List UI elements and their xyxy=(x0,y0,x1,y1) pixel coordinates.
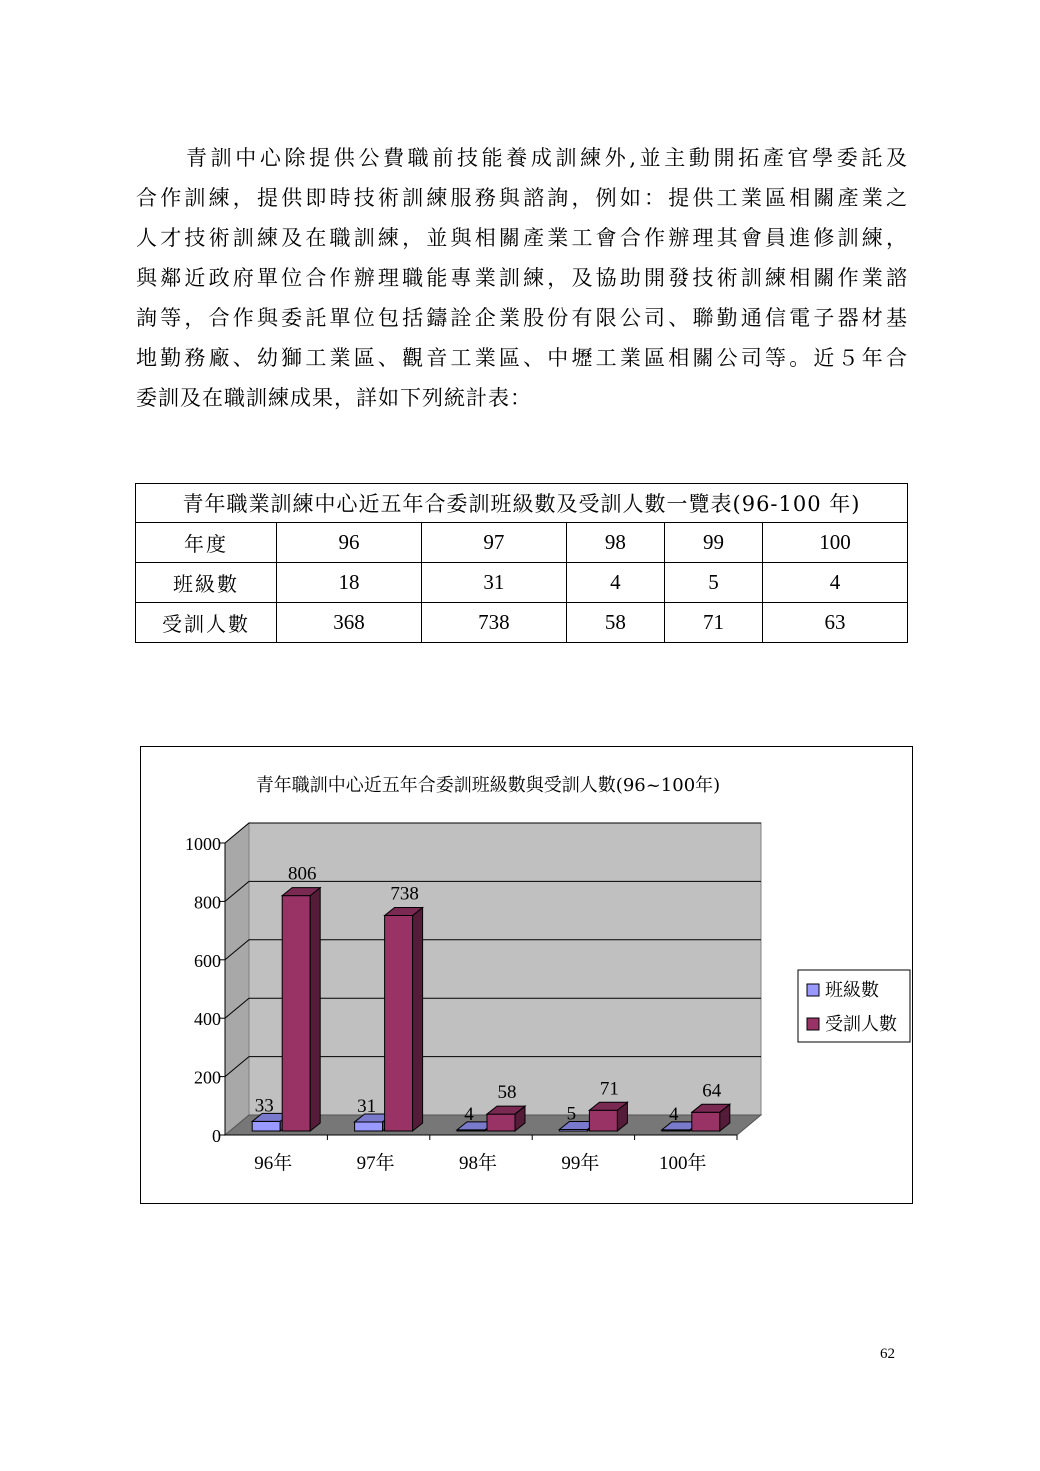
table-cell: 98 xyxy=(566,523,664,563)
legend-swatch xyxy=(807,1018,819,1030)
chart-container xyxy=(140,746,913,1204)
data-label: 4 xyxy=(464,1103,474,1125)
table-caption: 青年職業訓練中心近五年合委訓班級數及受訓人數一覽表(96-100 年) xyxy=(136,484,908,523)
table-cell: 71 xyxy=(664,603,762,643)
table-cell: 96 xyxy=(277,523,422,563)
legend-label: 班級數 xyxy=(825,980,879,1001)
table-cell: 100 xyxy=(763,523,908,563)
paragraph-line: 與鄰近政府單位合作辦理職能專業訓練，及協助開發技術訓練相關作業諮 xyxy=(136,266,908,290)
table-cell: 4 xyxy=(763,563,908,603)
bar-front xyxy=(385,916,413,1131)
table-row-classes xyxy=(136,563,908,603)
table-cell: 18 xyxy=(277,563,422,603)
y-tick-label: 600 xyxy=(194,950,221,971)
table-cell: 99 xyxy=(664,523,762,563)
table-cell: 97 xyxy=(421,523,566,563)
statistics-table xyxy=(135,483,908,643)
table-cell: 368 xyxy=(277,603,422,643)
paragraph-line: 合作訓練，提供即時技術訓練服務與諮詢，例如：提供工業區相關產業之 xyxy=(136,186,908,210)
paragraph-line: 人才技術訓練及在職訓練，並與相關產業工會合作辦理其會員進修訓練， xyxy=(136,226,908,250)
table-row-trainees xyxy=(136,603,908,643)
body-paragraph xyxy=(136,138,908,418)
bar-front xyxy=(355,1122,383,1131)
paragraph-line: 委訓及在職訓練成果，詳如下列統計表： xyxy=(136,386,532,410)
table-cell: 4 xyxy=(566,563,664,603)
x-tick-label: 99年 xyxy=(561,1153,600,1174)
x-tick-label: 97年 xyxy=(356,1153,395,1174)
legend-swatch xyxy=(807,984,819,996)
row-label-trainees: 受訓人數 xyxy=(136,603,277,643)
bar-front xyxy=(282,896,310,1131)
bar-side xyxy=(310,888,320,1131)
bar-front xyxy=(692,1112,720,1131)
table-cell: 31 xyxy=(421,563,566,603)
bar-front xyxy=(487,1114,515,1131)
y-tick-label: 0 xyxy=(212,1126,221,1146)
bar-side xyxy=(413,908,423,1131)
table-caption-row xyxy=(136,484,908,523)
y-tick-label: 200 xyxy=(194,1067,221,1088)
page-number: 62 xyxy=(880,1346,895,1362)
paragraph-line: 地勤務廠、幼獅工業區、觀音工業區、中壢工業區相關公司等。近５年合 xyxy=(136,346,908,370)
data-label: 31 xyxy=(357,1095,377,1117)
x-tick-label: 98年 xyxy=(458,1153,498,1174)
data-label: 33 xyxy=(254,1095,274,1117)
table-cell: 58 xyxy=(566,603,664,643)
bar-front xyxy=(252,1121,280,1131)
table-cell: 5 xyxy=(664,563,762,603)
y-tick-label: 800 xyxy=(194,892,221,913)
x-tick-label: 100年 xyxy=(659,1153,707,1174)
row-label-classes: 班級數 xyxy=(136,563,277,603)
row-label-year: 年度 xyxy=(136,523,277,563)
side-wall xyxy=(225,823,249,1135)
data-label: 4 xyxy=(669,1103,679,1125)
bar-front xyxy=(589,1110,617,1131)
data-label: 58 xyxy=(497,1082,517,1104)
y-tick-label: 400 xyxy=(194,1009,221,1030)
data-label: 5 xyxy=(566,1103,577,1125)
data-label: 738 xyxy=(390,883,419,905)
x-tick-label: 96年 xyxy=(254,1153,293,1174)
bar-chart xyxy=(141,747,912,1203)
y-tick-label: 1000 xyxy=(185,834,221,854)
data-label: 71 xyxy=(599,1078,619,1100)
chart-title: 青年職訓中心近五年合委訓班級數與受訓人數(96~100年) xyxy=(255,775,721,796)
legend-label: 受訓人數 xyxy=(825,1014,897,1035)
back-wall xyxy=(249,823,761,1115)
table-cell: 738 xyxy=(421,603,566,643)
paragraph-line: 詢等，合作與委託單位包括鑄詮企業股份有限公司、聯勤通信電子器材基 xyxy=(136,306,908,330)
paragraph-line: 青訓中心除提供公費職前技能養成訓練外,並主動開拓產官學委託及 xyxy=(186,146,908,170)
table-cell: 63 xyxy=(763,603,908,643)
data-label: 64 xyxy=(702,1080,722,1102)
data-label: 806 xyxy=(287,863,317,885)
table-row-year xyxy=(136,523,908,563)
